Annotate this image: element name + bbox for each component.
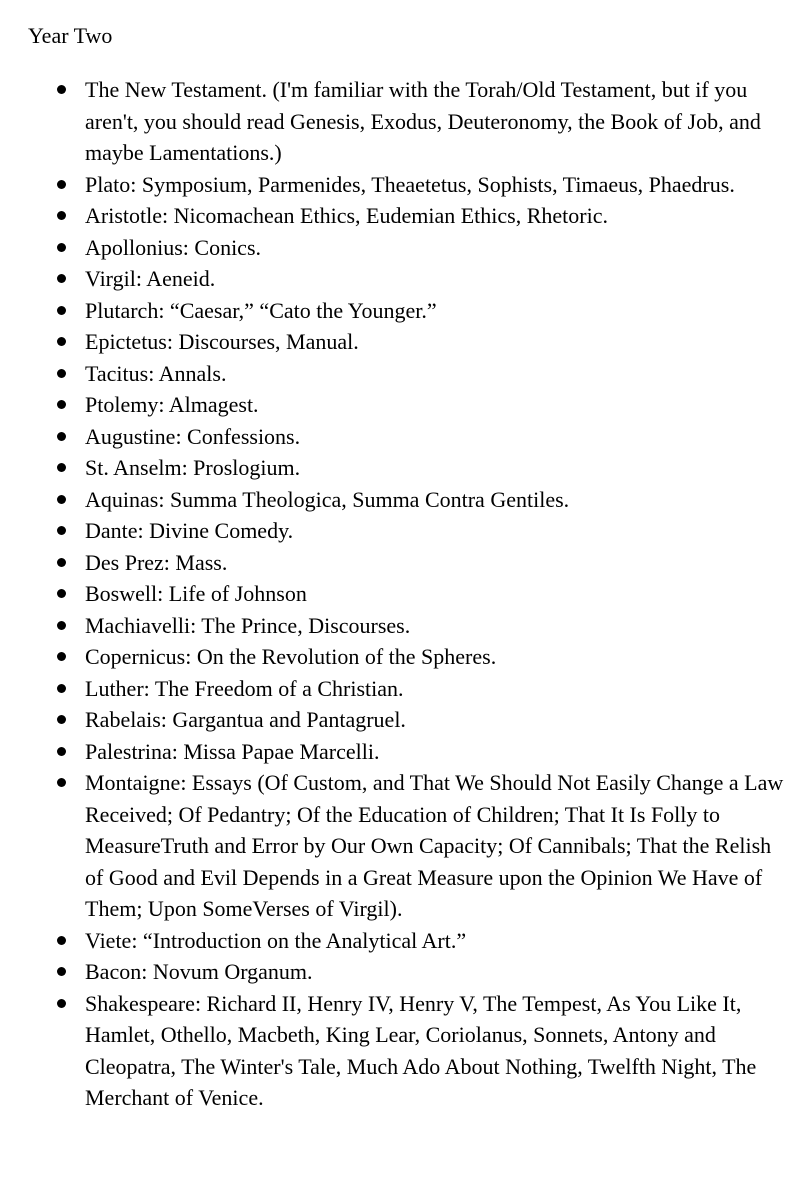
section-heading: Year Two xyxy=(28,23,113,48)
bullet-icon xyxy=(57,589,66,598)
list-item xyxy=(0,484,785,516)
bullet-icon xyxy=(57,558,66,567)
list-item-text: Plato: Symposium, Parmenides, Theaetetus, Sophists, Timaeus, Phaedrus. xyxy=(85,171,735,197)
list-item-text: Aristotle: Nicomachean Ethics, Eudemian Ethics, Rhetoric. xyxy=(85,203,608,228)
list-item xyxy=(0,767,785,925)
list-item-text: Machiavelli: The Prince, Discourses. xyxy=(85,612,411,638)
list-item-text: Luther: The Freedom of a Christian. xyxy=(85,675,404,701)
bullet-icon xyxy=(57,180,66,189)
reading-list xyxy=(0,74,800,1114)
list-item xyxy=(0,169,785,201)
bullet-icon xyxy=(57,274,66,283)
bullet-icon xyxy=(57,400,66,409)
bullet-icon xyxy=(57,243,66,252)
list-item-text: The New Testament. (I'm familiar with the Torah/Old Testament, but if you aren't, you should read Genesis, Exodus, Deuteronomy, the Book of Job, and maybe Lamentations.) xyxy=(85,77,761,165)
bullet-icon xyxy=(57,211,66,220)
list-item-text: Rabelais: Gargantua and Pantagruel. xyxy=(85,707,406,732)
list-item xyxy=(0,263,785,295)
list-item xyxy=(0,452,785,484)
bullet-icon xyxy=(57,967,66,976)
bullet-icon xyxy=(57,936,66,945)
list-item xyxy=(0,389,785,421)
bullet-icon xyxy=(57,495,66,504)
list-item xyxy=(0,578,785,610)
list-item xyxy=(0,421,785,453)
bullet-icon xyxy=(57,85,66,94)
bullet-icon xyxy=(57,526,66,535)
list-item xyxy=(0,295,785,327)
list-item-text: Boswell: Life of Johnson xyxy=(85,581,307,606)
list-item-text: Dante: Divine Comedy. xyxy=(85,518,294,543)
list-item xyxy=(0,547,785,579)
list-item xyxy=(0,673,785,705)
bullet-icon xyxy=(57,652,66,661)
list-item-text: Palestrina: Missa Papae Marcelli. xyxy=(85,738,380,764)
list-item xyxy=(0,704,785,736)
list-item xyxy=(0,358,785,390)
list-item-text: Aquinas: Summa Theologica, Summa Contra Gentiles. xyxy=(85,486,570,512)
bullet-icon xyxy=(57,684,66,693)
list-item-text: Ptolemy: Almagest. xyxy=(85,392,259,417)
list-item xyxy=(0,200,785,232)
bullet-icon xyxy=(57,306,66,315)
list-item xyxy=(0,74,785,169)
list-item xyxy=(0,956,785,988)
list-item-text: St. Anselm: Proslogium. xyxy=(85,455,301,480)
bullet-icon xyxy=(57,432,66,441)
list-item xyxy=(0,925,785,957)
bullet-icon xyxy=(57,778,66,787)
list-item-text: Tacitus: Annals. xyxy=(85,360,227,386)
list-item xyxy=(0,326,785,358)
bullet-icon xyxy=(57,463,66,472)
list-item-text: Plutarch: “Caesar,” “Cato the Younger.” xyxy=(85,297,437,323)
list-item-text: Viete: “Introduction on the Analytical Art.” xyxy=(85,927,467,953)
list-item xyxy=(0,610,785,642)
list-item xyxy=(0,641,785,673)
list-item-text: Des Prez: Mass. xyxy=(85,549,228,575)
list-item-text: Copernicus: On the Revolution of the Spheres. xyxy=(85,644,497,669)
bullet-icon xyxy=(57,747,66,756)
list-item-text: Shakespeare: Richard II, Henry IV, Henry V, The Tempest, As You Like It, Hamlet, Othello, Macbeth, King Lear, Coriolanus, Sonnets, Antony and Cleopatra, The Winter's Tale, Much Ado About Nothing, Twelfth Night, The Merchant of Venice. xyxy=(85,990,757,1110)
bullet-icon xyxy=(57,621,66,630)
bullet-icon xyxy=(57,715,66,724)
list-item xyxy=(0,736,785,768)
list-item-text: Montaigne: Essays (Of Custom, and That We Should Not Easily Change a Law Received; Of Pedantry; Of the Education of Children; That It Is Folly to MeasureTruth and Error by Our Own Capacity; Of Cannibals; That the Relish of Good and Evil Depends in a Great Measure upon the Opinion We Have of Them; Upon SomeVerses of Virgil). xyxy=(85,770,784,921)
list-item xyxy=(0,232,785,264)
list-item xyxy=(0,515,785,547)
list-item-text: Virgil: Aeneid. xyxy=(85,266,216,291)
list-item-text: Apollonius: Conics. xyxy=(85,234,262,260)
list-item-text: Epictetus: Discourses, Manual. xyxy=(85,329,359,354)
list-item xyxy=(0,988,785,1114)
list-item-text: Augustine: Confessions. xyxy=(85,423,301,449)
bullet-icon xyxy=(57,369,66,378)
list-item-text: Bacon: Novum Organum. xyxy=(85,959,313,984)
bullet-icon xyxy=(57,999,66,1008)
bullet-icon xyxy=(57,337,66,346)
